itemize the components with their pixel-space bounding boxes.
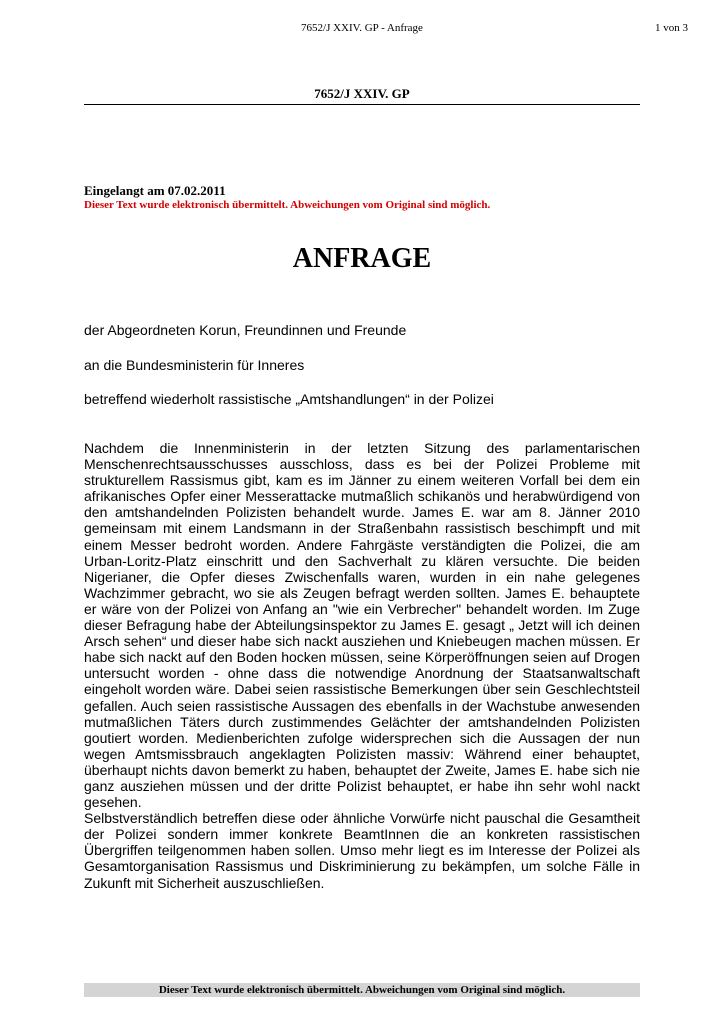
- body-text: [84, 440, 640, 891]
- received-date: Eingelangt am 07.02.2011: [84, 183, 226, 198]
- subject-line: betreffend wiederholt rassistische „Amtshandlungen“ in der Polizei: [84, 391, 494, 407]
- running-title: 7652/J XXIV. GP - Anfrage: [301, 22, 423, 34]
- document-title: ANFRAGE: [292, 243, 432, 274]
- document-number: 7652/J XXIV. GP: [314, 86, 410, 101]
- footer-notice: Dieser Text wurde elektronisch übermittelt. Abweichungen vom Original sind möglich.: [84, 983, 640, 997]
- from-line: der Abgeordneten Korun, Freundinnen und Freunde: [84, 322, 407, 338]
- page-header: [0, 22, 724, 36]
- electronic-notice: Dieser Text wurde elektronisch übermittelt. Abweichungen vom Original sind möglich.: [84, 199, 491, 211]
- header-divider: [84, 104, 640, 105]
- body-paragraph: Nachdem die Innenministerin in der letzten Sitzung des parlamentarischen Menschenrechtsausschusses ausschloss, dass es bei der Polizei Probleme mit strukturellem Rassismus gibt, kam es im Jänner zu einem weiteren Vorfall bei dem ein afrikanisches Opfer einer Messerattacke mutmaßlich schikanös und herabwürdigend von den amtshandelnden Polizisten behandelt wurde. James E. war am 8. Jänner 2010 gemeinsam mit einem Landsmann in der Straßenbahn rassistisch beschimpft und mit einem Messer bedroht worden. Andere Fahrgäste verständigten die Polizei, die am Urban-Loritz-Platz einschritt und den Sachverhalt zu klären versuchte. Die beiden Nigerianer, die Opfer dieses Zwischenfalls waren, wurden in ein nahe gelegenes Wachzimmer gebracht, wo sie als Zeugen befragt werden sollten. James E. behauptete er wäre von der Polizei von Anfang an "wie ein Verbrecher" behandelt worden. Im Zuge dieser Befragung habe der Abteilungsinspektor zu James E. gesagt „ Jetzt will ich deinen Arsch sehen“ und dieser habe sich nackt ausziehen und Kniebeugen machen müssen. Er habe sich nackt auf den Boden hocken müssen, seine Körperöffnungen seien auf Drogen untersucht worden - ohne dass die notwendige Anordnung der Staatsanwaltschaft eingeholt worden wäre. Dabei seien rassistische Bemerkungen über sein Geschlechtsteil gefallen. Auch seien rassistische Aussagen des ebenfalls in der Wachstube anwesenden mutmaßlichen Täters durch zustimmendes Gelächter der amtshandelnden Polizisten goutiert worden. Medienberichten zufolge widersprechen sich die Aussagen der nun wegen Amtsmissbrauch angeklagten Polizisten massiv: Während einer behauptet, überhaupt nichts davon bemerkt zu haben, behauptet der Zweite, James E. habe sich nie ganz ausziehen müssen und der dritte Polizist behauptet, er habe ihn sehr wohl nackt gesehen.: [84, 440, 640, 811]
- page-indicator: 1 von 3: [655, 22, 688, 34]
- body-paragraph: Selbstverständlich betreffen diese oder ähnliche Vorwürfe nicht pauschal die Gesamtheit der Polizei sondern immer konkrete BeamtInnen die an konkreten rassistischen Übergriffen teilgenommen haben sollen. Umso mehr liegt es im Interesse der Polizei als Gesamtorganisation Rassismus und Diskriminierung zu bekämpfen, um solche Fälle in Zukunft mit Sicherheit auszuschließen.: [84, 810, 640, 891]
- to-line: an die Bundesministerin für Inneres: [84, 357, 305, 373]
